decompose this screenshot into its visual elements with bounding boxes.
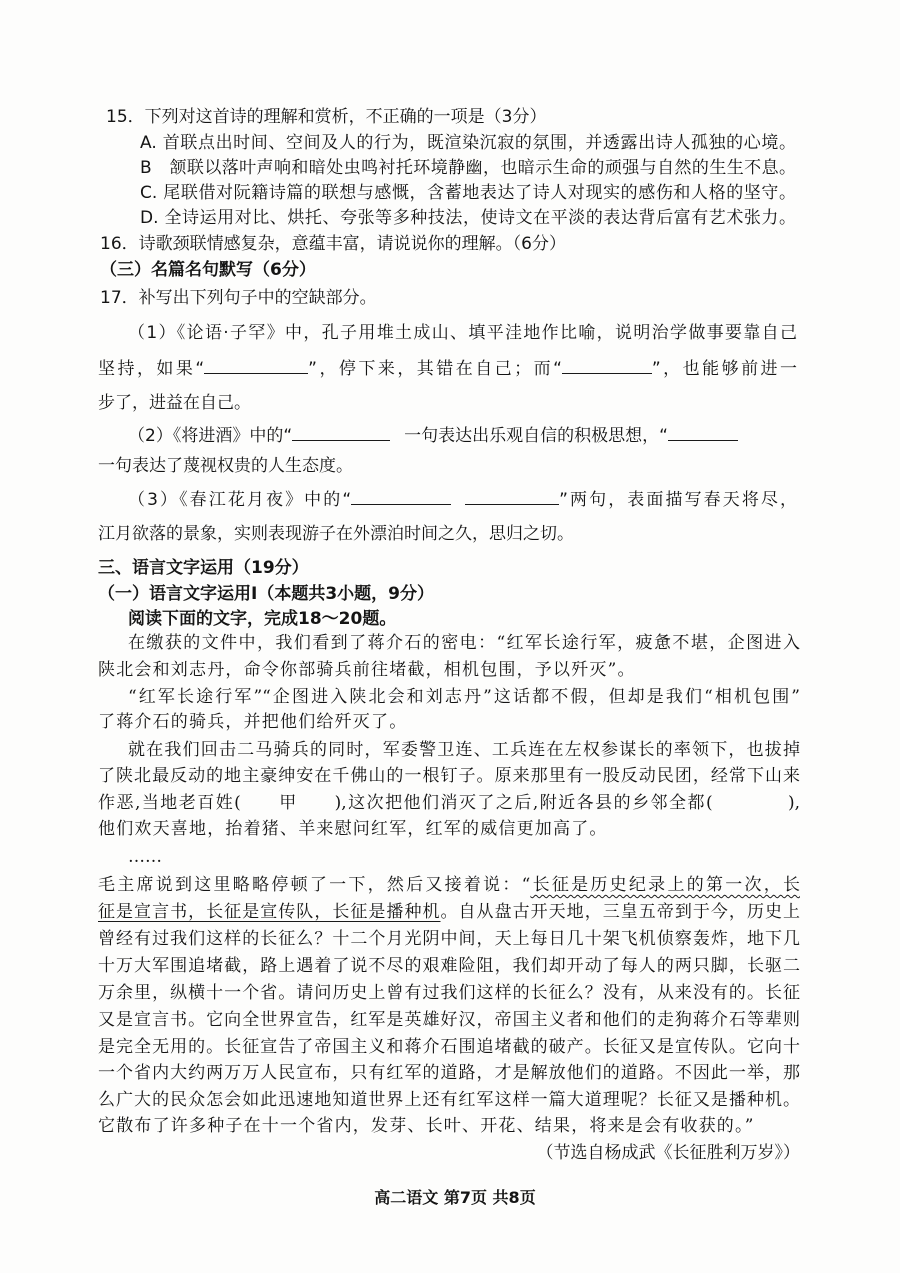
text-segment: ”两句，表面描写春天将尽， — [559, 490, 797, 510]
reading-instruction: 阅读下面的文字，完成18～20题。 — [128, 609, 397, 629]
q17-item2-line2: 一句表达了蔑视权贵的人生态度。 — [98, 456, 353, 476]
answer-blank — [204, 359, 308, 374]
text-segment: 坚持，如果“ — [98, 359, 205, 379]
q15-option-d: D. 全诗运用对比、烘托、夸张等多种技法，使诗文在平淡的表达背后富有艺术张力。 — [140, 208, 796, 228]
q17-item1-line3: 步了，进益在自己。 — [98, 393, 251, 413]
answer-blank — [351, 490, 451, 505]
q15-option-a: A. 首联点出时间、空间及人的行为，既渲染沉寂的氛围，并透露出诗人孤独的心境。 — [140, 133, 796, 153]
subsection-heading: （一）语言文字运用Ⅰ（本题共3小题，9分） — [98, 584, 434, 604]
section-heading-language: 三、语言文字运用（19分） — [98, 558, 309, 578]
q17-item3-line1 — [128, 488, 797, 512]
passage-line: 在缴获的文件中，我们看到了蒋介石的密电：“红军长途行军，疲惫不堪，企图进入 — [128, 633, 800, 653]
q16-stem: 16．诗歌颈联情感复杂，意蕴丰富，请说说你的理解。（6分） — [100, 234, 566, 254]
passage-line: 十万大军围追堵截，路上遇着了说不尽的艰难险阻，我们却开动了每人的两只脚，长驱二 — [98, 956, 800, 976]
passage-source: （节选自杨成武《长征胜利万岁》） — [536, 1143, 800, 1163]
passage-line: 曾经有过我们这样的长征么？十二个月光阴中间，天上每日几十架飞机侦察轰炸，地下几 — [98, 929, 800, 949]
passage-line: 是完全无用的。长征宣告了帝国主义和蒋介石围追堵截的破产。长征又是宣传队。它向十 — [98, 1037, 800, 1057]
passage-line: 万余里，纵横十一个省。请问历史上曾有过我们这样的长征么？没有，从来没有的。长征 — [98, 983, 800, 1003]
section-heading-recitation: （三）名篇名句默写（6分） — [100, 260, 316, 280]
text-segment: ”，也能够前进一 — [651, 359, 798, 379]
answer-blank — [668, 426, 738, 441]
passage-line: “红军长途行军”“企图进入陕北会和刘志丹”这话都不假，但却是我们“相机包围” — [128, 687, 800, 707]
text-segment: 毛主席说到这里略略停顿了一下，然后又接着说：“ — [98, 875, 531, 895]
passage-line: 作恶,当地老百姓( 甲 ),这次把他们消灭了之后,附近各县的乡邻全都( ), — [98, 793, 800, 813]
text-segment: 一句表达出乐观自信的积极思想，“ — [404, 426, 668, 446]
passage-line — [98, 873, 800, 897]
underlined-quote: 征是宣言书，长征是宣传队，长征是播种机 — [98, 902, 441, 922]
text-segment: ”，停下来，其错在自己；而“ — [308, 359, 562, 379]
passage-line: 他们欢天喜地，抬着猪、羊来慰问红军，红军的威信更加高了。 — [98, 819, 608, 839]
page-footer: 高二语文 第7页 共8页 — [374, 1188, 536, 1207]
passage-line: 又是宣言书。它向全世界宣告，红军是英雄好汉，帝国主义者和他们的走狗蒋介石等辈则 — [98, 1010, 800, 1030]
q15-option-c: C. 尾联借对阮籍诗篇的联想与感慨，含蓄地表达了诗人对现实的感伤和人格的坚守。 — [140, 183, 796, 203]
text-segment: （2）《将进酒》中的“ — [128, 426, 293, 446]
passage-ellipsis: …… — [128, 847, 162, 867]
passage-line: 了陕北最反动的地主豪绅安在千佛山的一根钉子。原来那里有一股反动民团，经常下山来 — [98, 766, 800, 786]
passage-line: 就在我们回击二马骑兵的同时，军委警卫连、工兵连在左权参谋长的率领下，也拔掉 — [128, 740, 800, 760]
q15-option-b: B 颔联以落叶声响和暗处虫鸣衬托环境静幽，也暗示生命的顽强与自然的生生不息。 — [140, 158, 796, 178]
q15-stem: 15．下列对这首诗的理解和赏析，不正确的一项是（3分） — [106, 107, 547, 127]
passage-line: 它散布了许多种子在十一个省内，发芽、长叶、开花、结果，将来是会有收获的。” — [98, 1116, 755, 1136]
q17-stem: 17．补写出下列句子中的空缺部分。 — [100, 288, 377, 308]
q17-item2-line1 — [128, 424, 738, 448]
answer-blank — [465, 490, 559, 505]
passage-line: 陕北会和刘志丹，命令你部骑兵前往堵截，相机包围，予以歼灭”。 — [98, 660, 636, 680]
underlined-quote: 长征是历史纪录上的第一次，长 — [530, 875, 800, 895]
q17-item1-line1: （1）《论语·子罕》中，孔子用堆土成山、填平洼地作比喻，说明治学做事要靠自己 — [128, 323, 797, 343]
answer-blank — [562, 359, 652, 374]
answer-blank — [292, 426, 390, 441]
q17-item3-line2: 江月欲落的景象，实则表现游子在外漂泊时间之久，思归之切。 — [98, 524, 574, 544]
text-segment: （3）《春江花月夜》中的“ — [128, 490, 352, 510]
q17-item1-line2 — [98, 357, 797, 381]
passage-line: 了蒋介石的骑兵，并把他们给歼灭了。 — [98, 712, 408, 732]
passage-line: 么广大的民众怎会如此迅速地知道世界上还有红军这样一篇大道理呢？长征又是播种机。 — [98, 1090, 800, 1110]
text-segment: 。自从盘古开天地，三皇五帝到于今，历史上 — [440, 902, 800, 922]
passage-line — [98, 900, 800, 924]
passage-line: 一个省内大约两万万人民宣布，只有红军的道路，才是解放他们的道路。不因此一举，那 — [98, 1063, 800, 1083]
